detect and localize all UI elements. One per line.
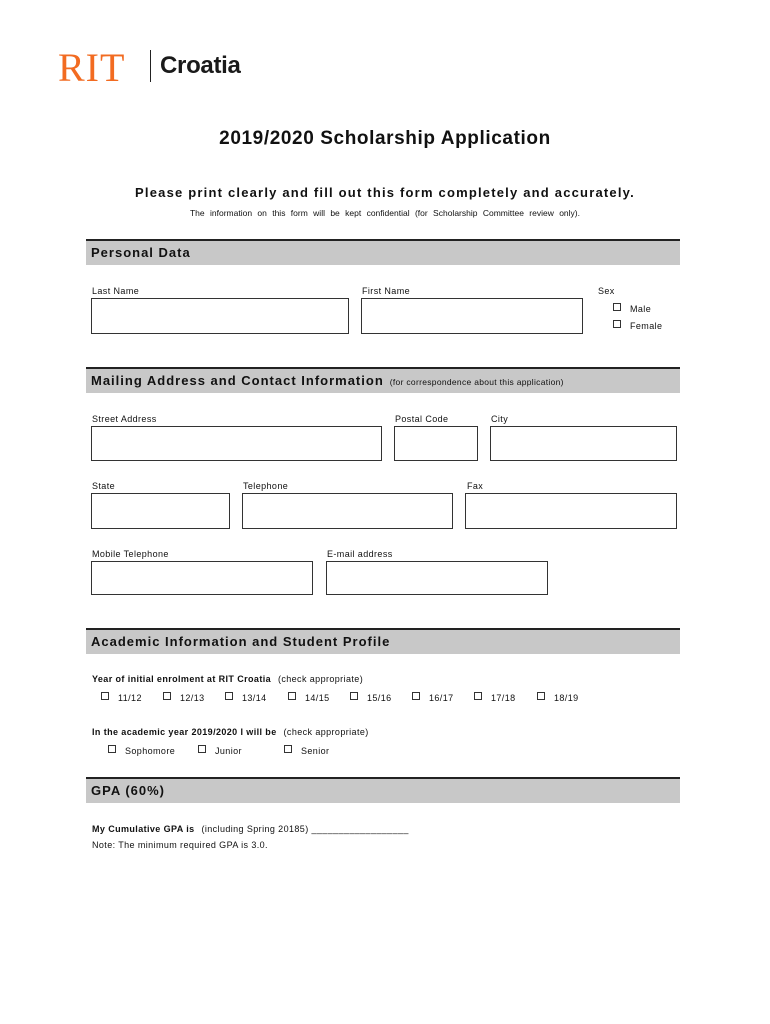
standing-question: In the academic year 2019/2020 I will be bbox=[92, 727, 277, 737]
section-mailing-address bbox=[86, 367, 680, 393]
last-name-field[interactable] bbox=[91, 298, 349, 334]
postal-code-label: Postal Code bbox=[395, 414, 449, 424]
section-gpa bbox=[86, 777, 680, 803]
section-personal-data bbox=[86, 239, 680, 265]
male-checkbox[interactable] bbox=[613, 303, 621, 311]
check-note: (check appropriate) bbox=[277, 674, 364, 684]
street-address-label: Street Address bbox=[92, 414, 157, 424]
logo-croatia: Croatia bbox=[160, 52, 241, 79]
year-checkbox[interactable] bbox=[288, 692, 296, 700]
postal-code-field[interactable] bbox=[394, 426, 478, 461]
street-address-field[interactable] bbox=[91, 426, 382, 461]
year-option: 11/12 bbox=[118, 693, 142, 703]
year-option: 13/14 bbox=[242, 693, 267, 703]
email-label: E-mail address bbox=[327, 549, 393, 559]
year-option: 17/18 bbox=[491, 693, 516, 703]
section-heading: Mailing Address and Contact Information bbox=[91, 373, 384, 388]
fax-label: Fax bbox=[467, 481, 484, 491]
gpa-question: My Cumulative GPA is bbox=[92, 824, 195, 834]
year-option: 16/17 bbox=[429, 693, 454, 703]
male-label: Male bbox=[630, 304, 652, 314]
year-checkbox[interactable] bbox=[350, 692, 358, 700]
female-checkbox[interactable] bbox=[613, 320, 621, 328]
junior-checkbox[interactable] bbox=[198, 745, 206, 753]
instructions: Please print clearly and fill out this form completely and accurately. bbox=[135, 185, 635, 200]
year-checkbox[interactable] bbox=[163, 692, 171, 700]
year-option: 18/19 bbox=[554, 693, 579, 703]
junior-label: Junior bbox=[215, 746, 242, 756]
fax-field[interactable] bbox=[465, 493, 677, 529]
check-note: (check appropriate) bbox=[283, 727, 369, 737]
state-label: State bbox=[92, 481, 116, 491]
gpa-requirement: Note: The minimum required GPA is 3.0. bbox=[92, 840, 268, 850]
sophomore-checkbox[interactable] bbox=[108, 745, 116, 753]
telephone-label: Telephone bbox=[243, 481, 289, 491]
city-field[interactable] bbox=[490, 426, 677, 461]
year-checkbox[interactable] bbox=[225, 692, 233, 700]
mobile-telephone-label: Mobile Telephone bbox=[92, 549, 169, 559]
section-title: GPA (60%) bbox=[91, 783, 166, 798]
year-checkbox[interactable] bbox=[412, 692, 420, 700]
senior-label: Senior bbox=[301, 746, 330, 756]
year-option: 12/13 bbox=[180, 693, 205, 703]
last-name-label: Last Name bbox=[92, 286, 140, 296]
telephone-field[interactable] bbox=[242, 493, 453, 529]
year-option: 15/16 bbox=[367, 693, 392, 703]
section-title: Academic Information and Student Profile bbox=[91, 634, 391, 649]
sex-label: Sex bbox=[598, 286, 615, 296]
logo-divider bbox=[150, 50, 151, 82]
city-label: City bbox=[491, 414, 509, 424]
first-name-label: First Name bbox=[362, 286, 411, 296]
year-option: 14/15 bbox=[305, 693, 330, 703]
year-checkbox[interactable] bbox=[474, 692, 482, 700]
gpa-note: (including Spring 20185) __________________ bbox=[201, 824, 409, 834]
page-title: 2019/2020 Scholarship Application bbox=[219, 128, 551, 149]
senior-checkbox[interactable] bbox=[284, 745, 292, 753]
sophomore-label: Sophomore bbox=[125, 746, 176, 756]
mobile-telephone-field[interactable] bbox=[91, 561, 313, 595]
gpa-prompt bbox=[92, 824, 409, 834]
enrolment-year-prompt bbox=[92, 674, 363, 684]
section-title bbox=[91, 373, 564, 388]
standing-prompt bbox=[92, 727, 369, 737]
female-label: Female bbox=[630, 321, 663, 331]
year-checkbox[interactable] bbox=[101, 692, 109, 700]
state-field[interactable] bbox=[91, 493, 230, 529]
section-title: Personal Data bbox=[91, 245, 191, 260]
year-checkbox[interactable] bbox=[537, 692, 545, 700]
first-name-field[interactable] bbox=[361, 298, 583, 334]
section-subheading: (for correspondence about this application) bbox=[389, 377, 564, 387]
logo-rit: RIT bbox=[58, 45, 126, 90]
email-field[interactable] bbox=[326, 561, 548, 595]
confidential-note: The information on this form will be kept confidential (for Scholarship Committee review only). bbox=[189, 208, 580, 218]
section-academic-information bbox=[86, 628, 680, 654]
enrolment-year-question: Year of initial enrolment at RIT Croatia bbox=[92, 674, 272, 684]
